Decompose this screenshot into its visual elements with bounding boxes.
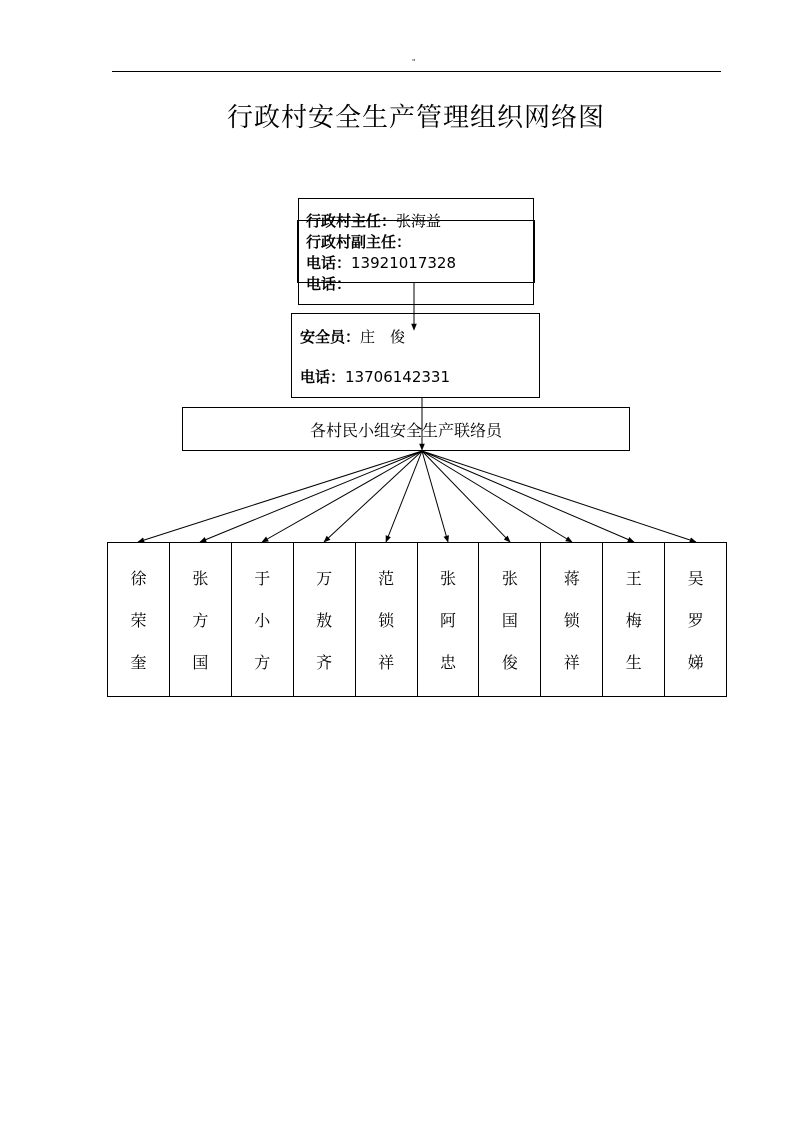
member-name-char: 荣 [130, 611, 147, 630]
member-name-char: 张 [192, 569, 209, 588]
member-name-char: 徐 [130, 569, 147, 588]
member-name-char: 于 [254, 569, 271, 588]
connector-to-member [200, 451, 422, 542]
member-name-char: 国 [192, 653, 209, 672]
member-name-char: 张 [439, 569, 456, 588]
connector-to-member [262, 451, 422, 542]
phone1-label: 电话： [306, 254, 352, 272]
liaison-label: 各村民小组安全生产联络员 [309, 420, 502, 440]
page-title: 行政村安全生产管理组织网络图 [226, 103, 605, 133]
connector-to-member [138, 451, 422, 542]
member-name-char: 蒋 [563, 569, 580, 588]
safety-phone-value: 13706142331 [345, 368, 450, 386]
member-name-char: 小 [254, 611, 271, 630]
member-name-char: 方 [254, 653, 271, 672]
connector-to-member [386, 451, 422, 542]
deputy-label: 行政村副主任： [306, 233, 412, 251]
member-name-char: 锁 [378, 611, 395, 630]
member-name-char: 祥 [378, 653, 395, 672]
member-name-char: 齐 [316, 653, 333, 672]
member-name-char: 张 [501, 569, 518, 588]
member-name-char: 吴 [687, 569, 704, 588]
member-name-char: 祥 [563, 653, 580, 672]
member-name-char: 王 [625, 569, 642, 588]
safety-officer-label: 安全员： [300, 328, 361, 346]
connector-to-member [324, 451, 422, 542]
member-name-char: 国 [501, 611, 518, 630]
safety-phone-label: 电话： [300, 368, 346, 386]
connector-to-member [422, 451, 634, 542]
phone1-value: 13921017328 [351, 254, 456, 272]
header-mark: " [412, 58, 416, 66]
safety-officer-name: 庄 俊 [360, 328, 406, 346]
phone2-label: 电话： [306, 275, 352, 293]
member-name-char: 范 [378, 569, 395, 588]
connector-to-member [422, 451, 696, 542]
member-name-char: 忠 [439, 653, 456, 672]
member-name-char: 敖 [316, 611, 333, 630]
member-name-char: 娣 [687, 653, 704, 672]
member-name-char: 方 [192, 611, 209, 630]
member-name-char: 罗 [687, 611, 704, 630]
member-name-char: 阿 [439, 611, 456, 630]
member-name-char: 锁 [563, 611, 580, 630]
director-label: 行政村主任： [306, 212, 397, 230]
member-name-char: 生 [625, 653, 642, 672]
member-name-char: 万 [316, 569, 333, 588]
member-name-char: 梅 [625, 611, 642, 630]
director-name: 张海益 [396, 212, 442, 230]
member-name-char: 俊 [501, 653, 518, 672]
member-name-char: 奎 [130, 653, 147, 672]
